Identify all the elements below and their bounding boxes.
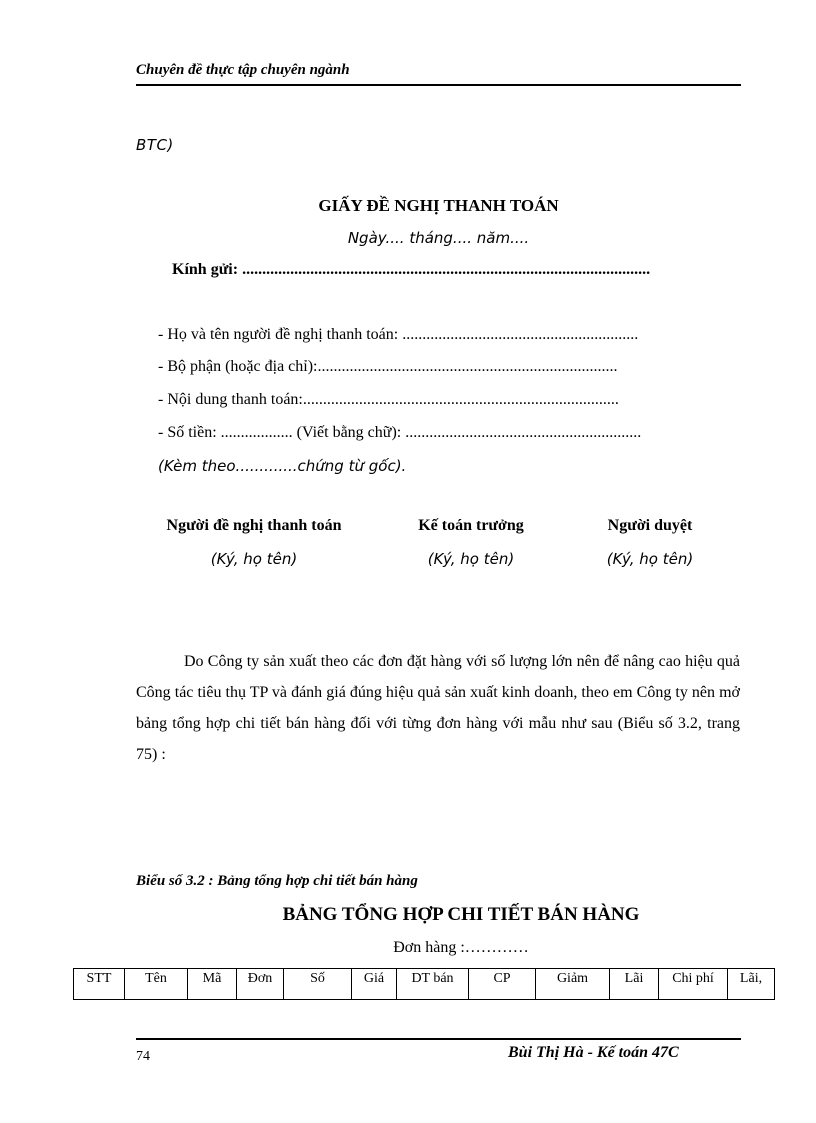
body-paragraph-text: Do Công ty sản xuất theo các đơn đặt hàng với số lượng lớn nên để nâng cao hiệu quả Công tác tiêu thụ TP và đánh giá đúng hiệu quả sản xuất kinh doanh, theo em Công ty nên mở bảng tổng hợp chi tiết bán hàng đối với từng đơn hàng với mẫu như sau (Biểu số 3.2, trang 75) :: [136, 653, 740, 763]
column-header: Lãi: [610, 969, 659, 1000]
field-payment-content: - Nội dung thanh toán:...............................................................................: [158, 391, 619, 408]
signature-approver-note: (Ký, họ tên): [606, 550, 694, 568]
signature-chief-accountant-title: Kế toán trưởng: [418, 517, 524, 534]
column-header: Lãi,: [728, 969, 775, 1000]
body-paragraph: [136, 646, 740, 770]
field-department: - Bộ phận (hoặc địa chỉ):...........................................................................: [158, 358, 618, 375]
column-header: Tên: [125, 969, 188, 1000]
table-caption: Biểu số 3.2 : Bảng tổng hợp chi tiết bán hàng: [136, 873, 418, 889]
signature-approver-title: Người duyệt: [607, 517, 693, 534]
order-line: Đơn hàng :…………: [393, 939, 529, 956]
attachment-note: (Kèm theo.............chứng từ gốc).: [158, 457, 407, 475]
signature-requester-title: Người đề nghị thanh toán: [166, 517, 342, 534]
footer-rule: [136, 1038, 741, 1040]
table-header-row: [74, 969, 775, 1000]
footer-author: Bùi Thị Hà - Kế toán 47C: [508, 1044, 679, 1061]
column-header: DT bán: [397, 969, 469, 1000]
column-header: Số: [284, 969, 352, 1000]
sales-summary-table: [73, 968, 775, 1000]
continuation-text: BTC): [136, 136, 174, 154]
column-header: Giảm: [536, 969, 610, 1000]
column-header: CP: [469, 969, 536, 1000]
field-requester-name: - Họ và tên người đề nghị thanh toán: ...........................................................: [158, 326, 639, 343]
column-header: STT: [74, 969, 125, 1000]
signature-requester-note: (Ký, họ tên): [210, 550, 298, 568]
date-line: Ngày.... tháng.... năm....: [347, 229, 530, 247]
header-rule: [136, 84, 741, 86]
signature-chief-accountant-note: (Ký, họ tên): [427, 550, 515, 568]
column-header: Giá: [352, 969, 397, 1000]
recipient-line: Kính gửi: ......................................................................................................: [172, 261, 651, 278]
column-header: Đơn: [237, 969, 284, 1000]
form-title: GIẤY ĐỀ NGHỊ THANH TOÁN: [318, 196, 559, 215]
running-header: Chuyên đề thực tập chuyên ngành: [136, 62, 350, 78]
column-header: Chi phí: [659, 969, 728, 1000]
column-header: Mã: [188, 969, 237, 1000]
field-amount: - Số tiền: .................. (Viết bằng chữ): ...........................................................: [158, 424, 642, 441]
page-number: 74: [136, 1049, 150, 1064]
table-title: BẢNG TỔNG HỢP CHI TIẾT BÁN HÀNG: [282, 904, 640, 925]
